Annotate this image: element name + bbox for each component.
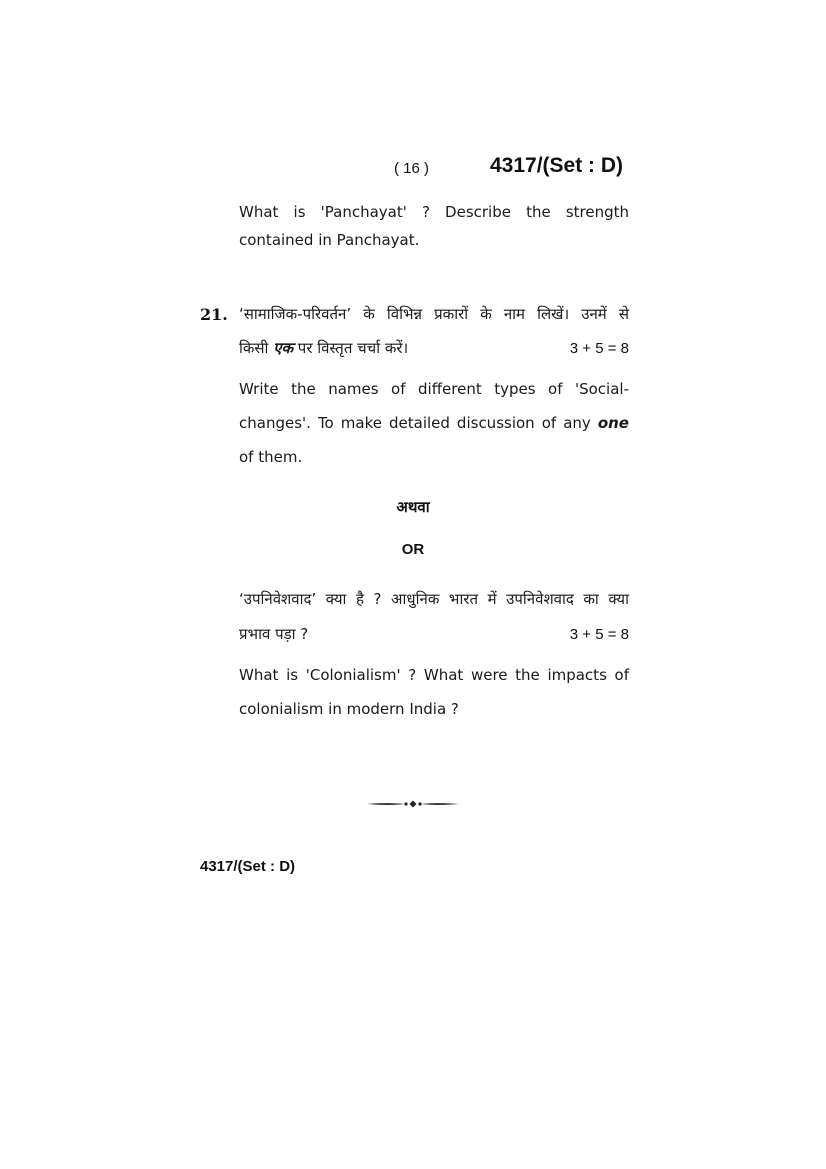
q21-hindi-line-2-end: पर विस्तृत चर्चा करें। [293,339,409,357]
page-number: ( 16 ) [394,160,430,177]
or-english-label: OR [401,541,425,558]
paper-code-header: 4317/(Set : D) [490,154,624,177]
end-ornament-divider [365,797,461,811]
q21-marks: 3 + 5 = 8 [569,340,629,357]
prev-question-english-line-1: What is 'Panchayat' ? Describe the strength [239,203,629,221]
paper-code-footer: 4317/(Set : D) [200,858,296,875]
q21-english-line-2 [239,414,629,432]
q21-english-emphasis: one [597,414,629,432]
question-number: 21. [200,305,228,324]
q21-alt-english-line-1: What is 'Colonialism' ? What were the impacts of [239,666,629,684]
prev-question-english-line-2: contained in Panchayat. [239,231,420,249]
q21-alt-hindi-line-1: ‘उपनिवेशवाद’ क्या है ? आधुनिक भारत में उपनिवेशवाद का क्या [239,590,629,608]
q21-alt-english-line-2: colonialism in modern India ? [239,700,459,718]
q21-hindi-line-2-start: किसी [239,339,274,357]
q21-alt-hindi-line-2: प्रभाव पड़ा ? [239,625,309,643]
q21-hindi-emphasis: एक [273,339,294,357]
q21-english-line-1: Write the names of different types of 'Social- [239,380,629,398]
q21-alt-marks: 3 + 5 = 8 [569,626,629,643]
q21-english-line-3: of them. [239,448,303,466]
q21-hindi-line-1: ‘सामाजिक-परिवर्तन’ के विभिन्न प्रकारों के नाम लिखें। उनमें से [239,305,629,323]
or-hindi-label: अथवा [396,498,430,516]
q21-english-line-2-start: changes'. To make detailed discussion of any [239,414,598,432]
